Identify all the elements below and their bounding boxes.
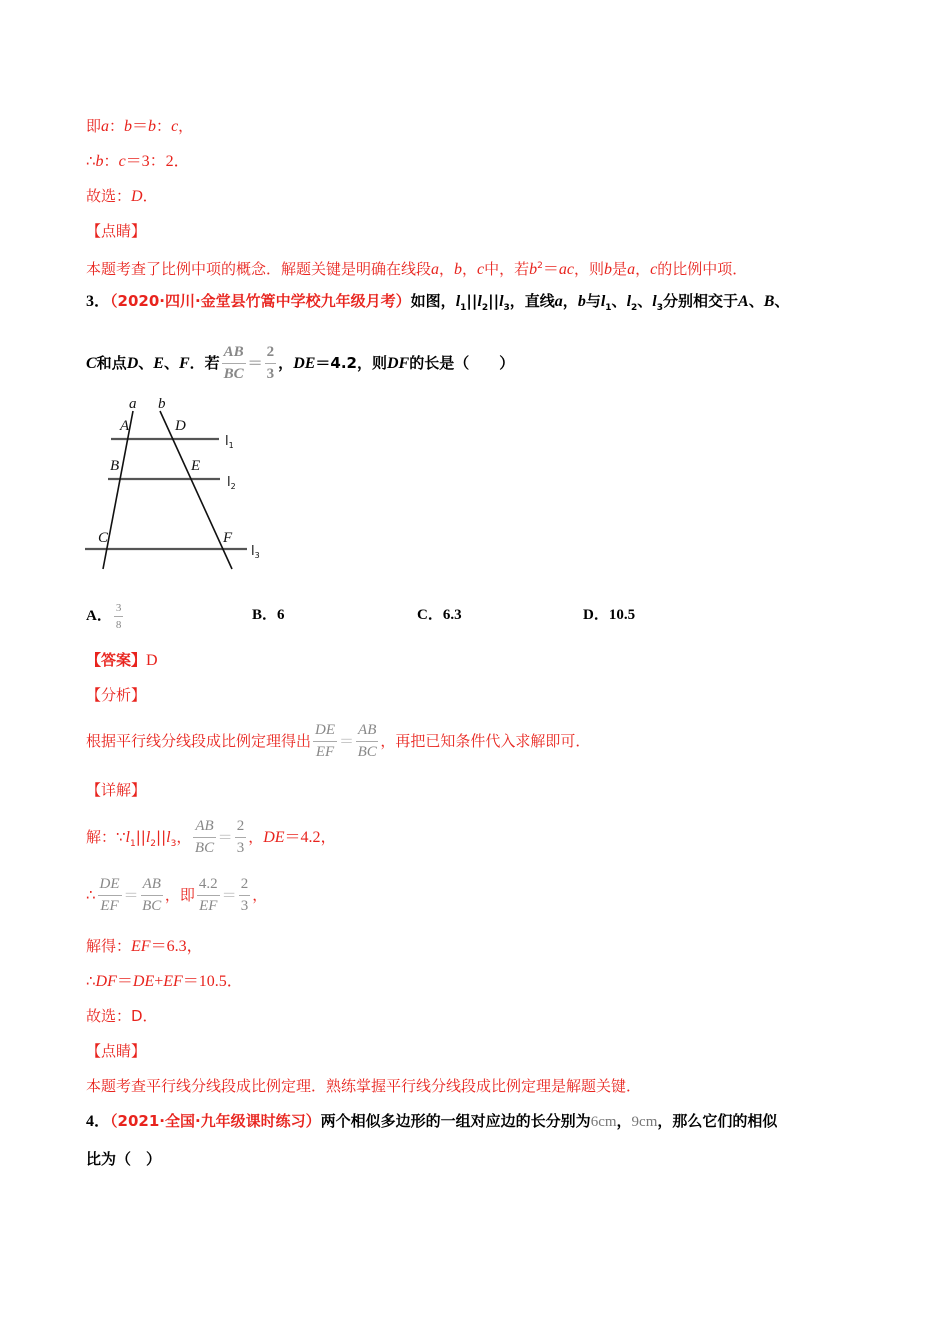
analysis-heading: 【分析】: [86, 686, 147, 704]
option-a[interactable]: A． $\frac{3}{8}$: [86, 602, 122, 631]
option-d[interactable]: D．10.5: [583, 607, 636, 623]
question-3-stem-line-1: 3．（2020·四川·金堂县竹篙中学校九年级月考）如图，$l_1||l_2||l_3$，直线a，b与$l_1$、$l_2$、$l_3$分别相交于A、B、: [86, 292, 790, 313]
question-4-stem-line-2: 比为（ ）: [86, 1150, 162, 1168]
detail-line-2: ∴ $\frac{DE}{EF}$ ＝ $\frac{AB}{BC}$ ，即 $\frac{4.2}{EF}$ ＝ $\frac{2}{3}$ ，: [86, 876, 268, 914]
fraction: $\frac{AB}{BC}$: [223, 344, 244, 382]
parallel-lines-figure: [80, 390, 300, 580]
question-3-stem-line-2: C和点D、E、F．若 $\frac{AB}{BC}$ ＝ $\frac{2}{3}$ ，DE＝4.2，则DF的长是（ ）: [86, 344, 515, 382]
label-D: D: [175, 418, 186, 434]
label-F: F: [223, 530, 233, 546]
detail-line-4: ∴DF＝DE+EF＝10.5．: [86, 972, 243, 990]
label-B: B: [110, 458, 120, 474]
prev-comment-text: 本题考查了比例中项的概念．解题关键是明确在线段a，b，c中，若$b^2=ac$，则b是a，c的比例中项．: [86, 260, 748, 278]
analysis-text: 根据平行线分线段成比例定理得出 $\frac{DE}{EF}$ ＝ $\frac{AB}{BC}$ ，再把已知条件代入求解即可．: [86, 722, 591, 760]
option-b[interactable]: B．6: [252, 607, 285, 623]
question-4-stem-line-1: 4．（2021·全国·九年级课时练习）两个相似多边形的一组对应边的长分别为6cm，9cm，那么它们的相似: [86, 1112, 778, 1130]
label-l3: $l_3$: [251, 544, 260, 560]
prev-solution-line-1: 即a：b＝b：c，: [86, 117, 194, 135]
label-E: E: [191, 458, 201, 474]
option-c[interactable]: C．6.3: [417, 607, 462, 623]
label-l1: $l_1$: [225, 434, 234, 450]
detail-line-3: 解得：EF＝6.3，: [86, 937, 203, 955]
label-b: b: [158, 396, 166, 412]
prev-comment-heading: 【点睛】: [86, 222, 147, 240]
detail-heading: 【详解】: [86, 781, 147, 799]
prev-solution-line-2: ∴b：c＝3：2．: [86, 152, 190, 170]
fraction: $\frac{AB}{BC}$: [357, 722, 377, 760]
label-C: C: [98, 530, 109, 546]
detail-choice-line: 故选：D．: [86, 1007, 158, 1025]
line-b: [160, 411, 232, 569]
detail-line-1: 解：$\because l_1||l_2||l_3$， $\frac{AB}{BC}$ ＝ $\frac{2}{3}$ ，DE＝4.2，: [86, 818, 337, 856]
fraction: $\frac{3}{8}$: [115, 602, 122, 631]
comment-heading: 【点睛】: [86, 1042, 147, 1060]
fraction: $\frac{4.2}{EF}$: [198, 876, 218, 914]
label-a: a: [129, 396, 137, 412]
fraction: $\frac{AB}{BC}$: [194, 818, 215, 856]
label-l2: $l_2$: [227, 475, 236, 491]
fraction: $\frac{2}{3}$: [240, 876, 249, 914]
fraction: $\frac{DE}{EF}$: [99, 876, 120, 914]
fraction: $\frac{AB}{BC}$: [142, 876, 162, 914]
comment-text: 本题考查平行线分线段成比例定理．熟练掌握平行线分线段成比例定理是解题关键．: [86, 1077, 642, 1095]
fraction: $\frac{DE}{EF}$: [315, 722, 336, 760]
prev-choice-line: 故选：D．: [86, 187, 158, 205]
fraction: $\frac{2}{3}$: [236, 818, 245, 856]
fraction: $\frac{2}{3}$: [266, 344, 275, 382]
answer-line: 【答案】D: [86, 651, 158, 669]
label-A: A: [120, 418, 130, 434]
